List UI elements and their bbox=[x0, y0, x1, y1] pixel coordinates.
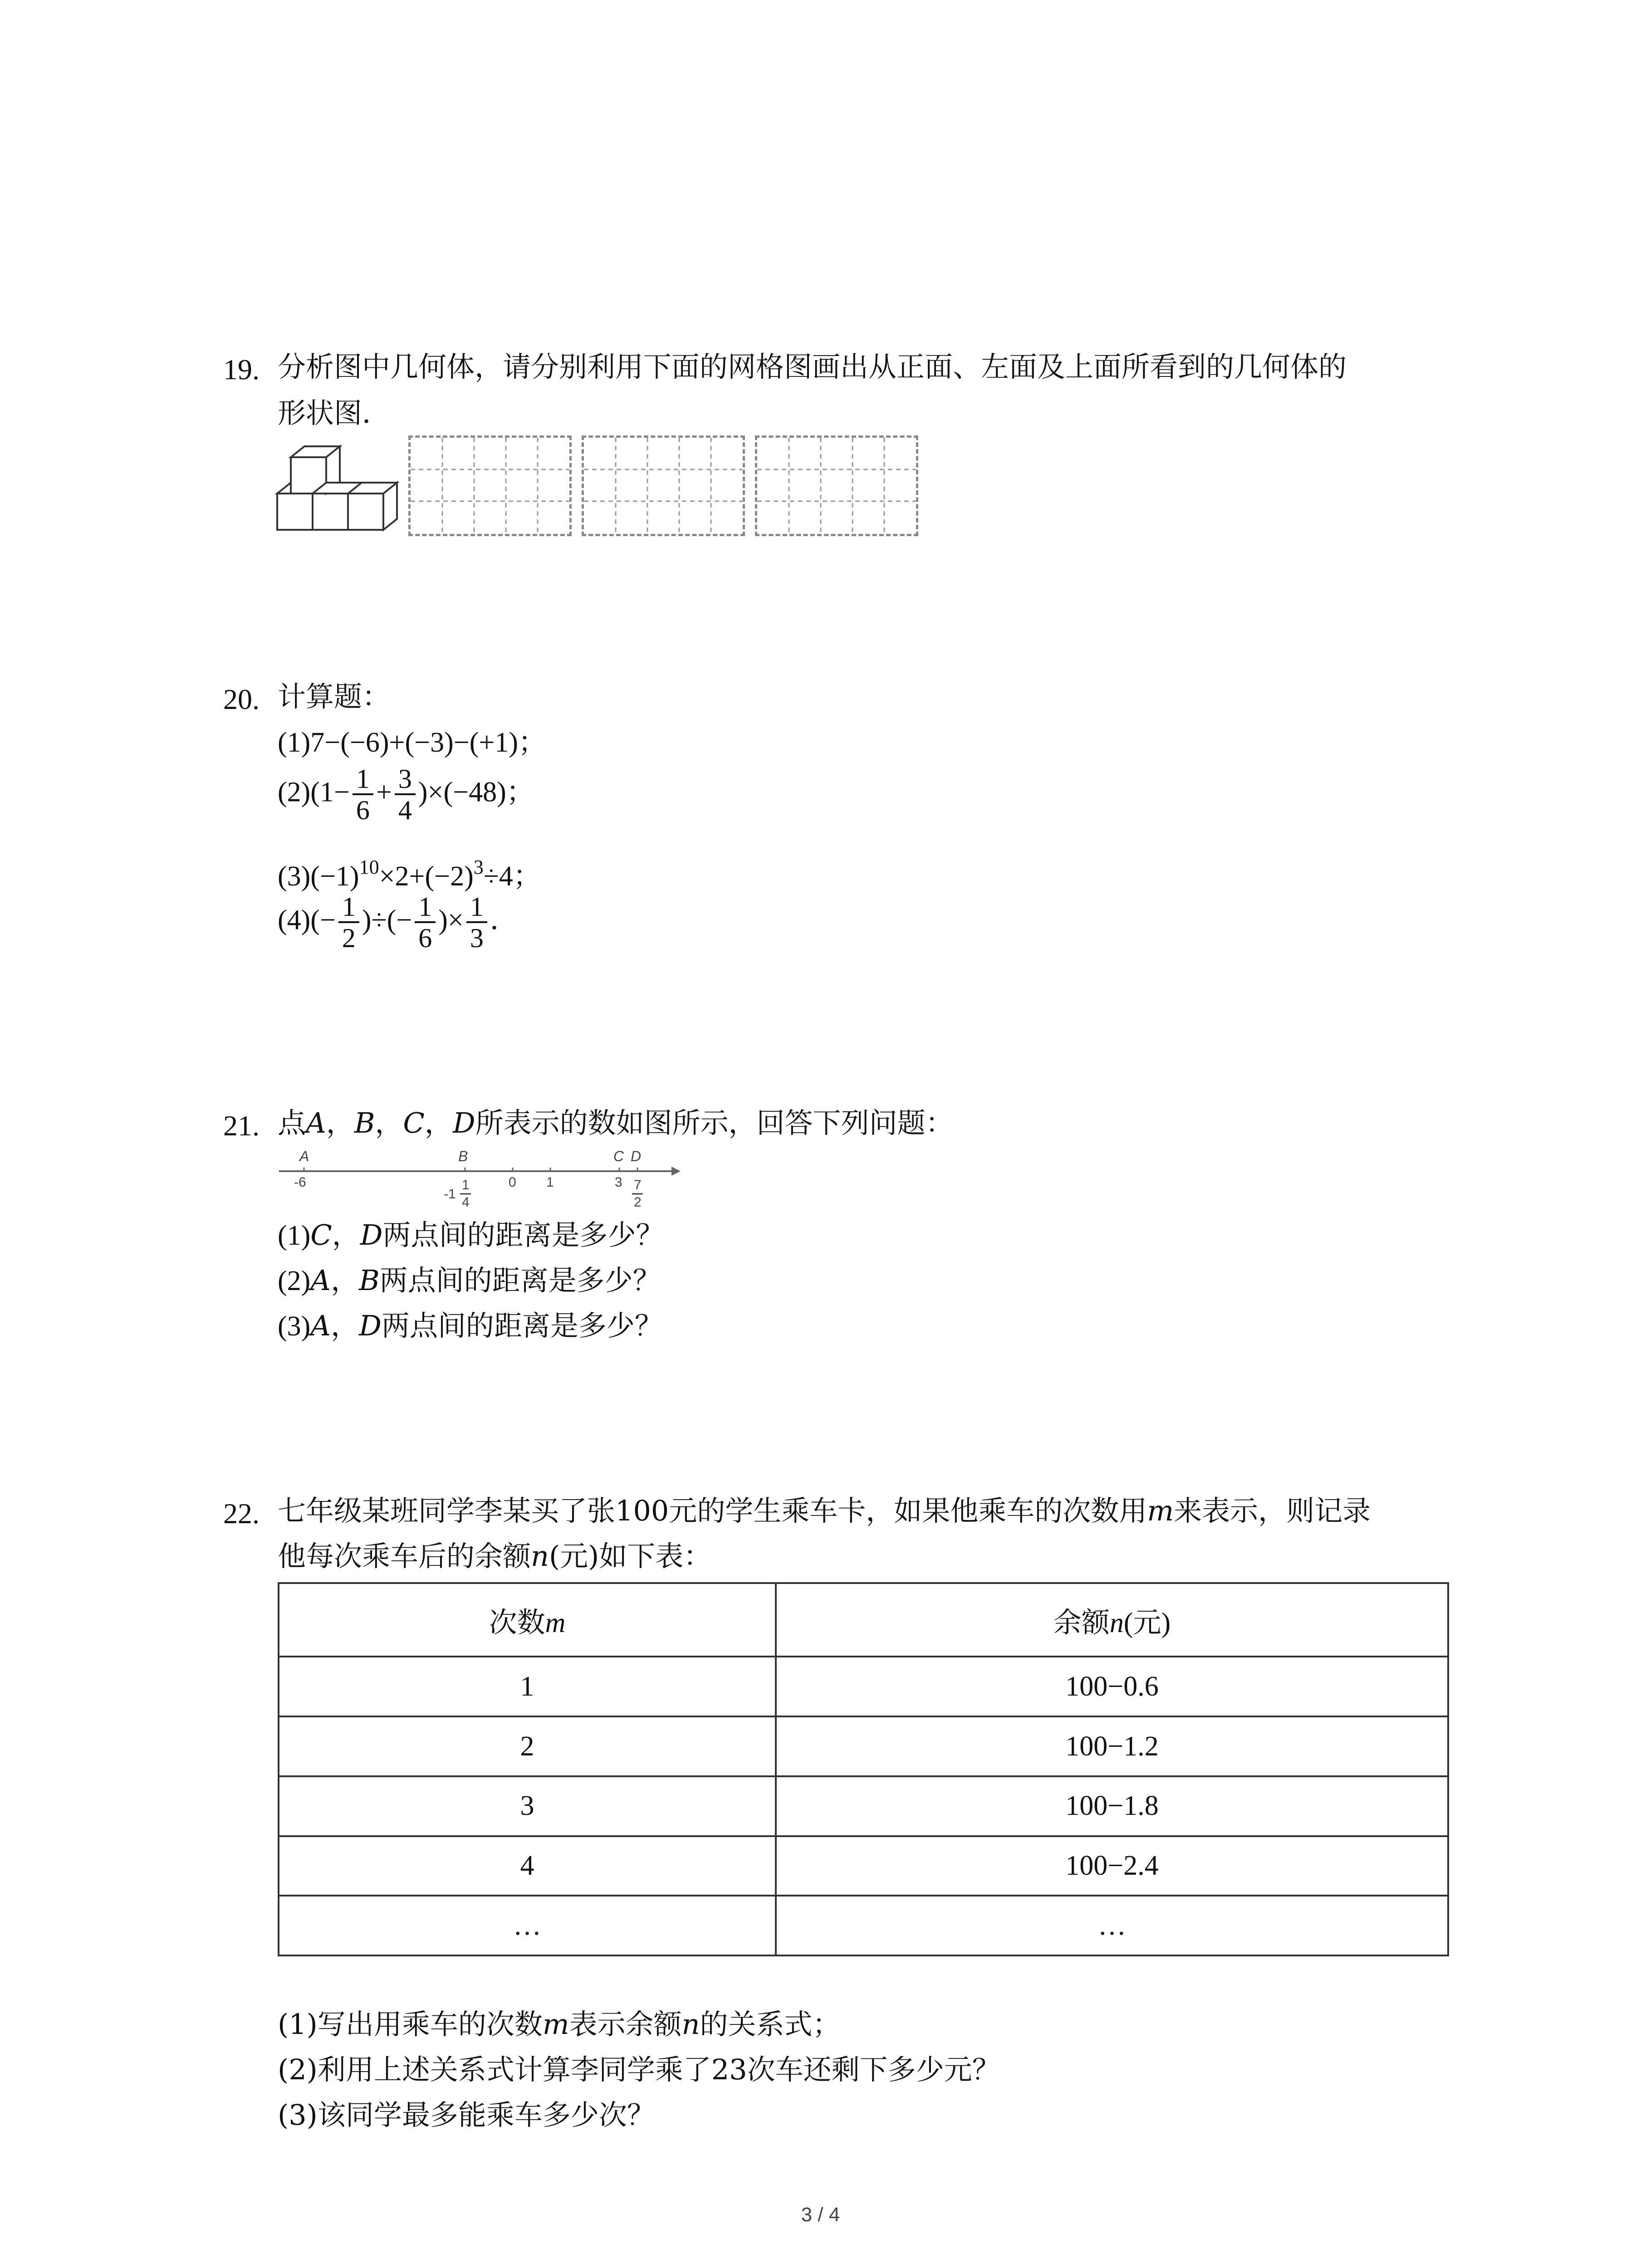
nl-tick-three: 3 bbox=[615, 1175, 622, 1190]
q20-part2: (2)(1− $\frac{1}{6}$ + $\frac{3}{4}$ )×(−48)； bbox=[278, 764, 534, 825]
cell-count: 1 bbox=[279, 1657, 776, 1716]
q20-p2-suffix: )×(−48)； bbox=[418, 777, 534, 808]
q20-part3: $(3)(-1)^{10}\times 2+(-2)^3\div 4$； bbox=[278, 856, 541, 892]
nl-label-b: B bbox=[458, 1148, 468, 1164]
q20-p2-prefix: (2)(1− bbox=[278, 777, 350, 808]
q22-sub1: (1)写出用乘车的次数m表示余额n的关系式； bbox=[278, 2008, 841, 2041]
nl-label-d: D bbox=[631, 1148, 642, 1164]
fraction-1-3: $\frac{1}{3}$ bbox=[466, 893, 487, 953]
fraction-3-4: $\frac{3}{4}$ bbox=[395, 765, 416, 825]
cell-count: … bbox=[279, 1896, 776, 1955]
cell-balance: 100−0.6 bbox=[776, 1657, 1448, 1716]
q21-sub2: (2)A，B两点间的距离是多少？ bbox=[278, 1264, 661, 1297]
q21-sub1: (1)C，D两点间的距离是多少？ bbox=[278, 1218, 664, 1251]
table-header-row bbox=[279, 1583, 1448, 1657]
cell-balance: 100−1.8 bbox=[776, 1776, 1448, 1836]
q20-number: 20. bbox=[223, 683, 260, 715]
nl-tick-zero: 0 bbox=[509, 1175, 516, 1190]
q22-sub2: (2)利用上述关系式计算李同学乘了23次车还剩下多少元？ bbox=[278, 2053, 1000, 2086]
nl-tick-minus1: -1 bbox=[444, 1187, 456, 1202]
q20-part4: (4)(− $\frac{1}{2}$ )÷(− $\frac{1}{6}$ )× $\frac{1}{3}$ ． bbox=[278, 892, 518, 953]
balance-table bbox=[278, 1582, 1449, 1956]
grid-left-view[interactable] bbox=[582, 435, 745, 536]
q21-sub3: (3)A，D两点间的距离是多少？ bbox=[278, 1309, 663, 1342]
q19-text-line2: 形状图． bbox=[278, 396, 391, 430]
exponent-3: 3 bbox=[473, 856, 484, 878]
table-row bbox=[279, 1657, 1448, 1716]
number-line bbox=[272, 1143, 690, 1225]
page-number: 3 / 4 bbox=[801, 2204, 840, 2226]
q19-number: 19. bbox=[223, 353, 260, 386]
nl-tick-one: 1 bbox=[546, 1175, 554, 1190]
grid-top-view[interactable] bbox=[755, 435, 918, 536]
nl-tick-minus6: -6 bbox=[294, 1175, 306, 1190]
fraction-1-6-b: $\frac{1}{6}$ bbox=[415, 893, 436, 953]
cell-balance: 100−1.2 bbox=[776, 1716, 1448, 1776]
table-row bbox=[279, 1716, 1448, 1776]
nl-label-a: A bbox=[299, 1148, 309, 1164]
header-balance: 余额n(元) bbox=[776, 1583, 1448, 1657]
exponent-10: 10 bbox=[359, 856, 379, 878]
grid-front-view[interactable] bbox=[408, 435, 572, 536]
q20-title: 计算题： bbox=[278, 680, 391, 713]
q22-line2: 他每次乘车后的余额n(元)如下表： bbox=[278, 1540, 712, 1573]
nl-label-c: C bbox=[613, 1148, 624, 1164]
nl-tick-quarter-num: 1 bbox=[462, 1178, 470, 1193]
cell-balance: … bbox=[776, 1896, 1448, 1955]
q21-number: 21. bbox=[223, 1110, 260, 1142]
cell-count: 3 bbox=[279, 1776, 776, 1836]
nl-tick-half-den: 2 bbox=[634, 1195, 642, 1210]
q20-part1: (1)7−(−6)+(−3)−(+1)； bbox=[278, 727, 546, 758]
table-row bbox=[279, 1836, 1448, 1896]
cell-balance: 100−2.4 bbox=[776, 1836, 1448, 1896]
header-count: 次数m bbox=[279, 1583, 776, 1657]
fraction-1-2: $\frac{1}{2}$ bbox=[338, 893, 359, 953]
q22-number: 22. bbox=[223, 1497, 260, 1530]
q22-sub3: (3)该同学最多能乘车多少次？ bbox=[278, 2098, 655, 2131]
q22-line1: 七年级某班同学李某买了张100元的学生乘车卡，如果他乘车的次数用m来表示，则记录 bbox=[278, 1494, 1371, 1527]
table-row bbox=[279, 1776, 1448, 1836]
nl-tick-half-num: 7 bbox=[634, 1178, 642, 1193]
cell-count: 4 bbox=[279, 1836, 776, 1896]
fraction-1-6: $\frac{1}{6}$ bbox=[353, 765, 373, 825]
nl-tick-quarter-den: 4 bbox=[462, 1195, 470, 1210]
q19-text-line1: 分析图中几何体，请分别利用下面的网格图画出从正面、左面及上面所看到的几何体的 bbox=[278, 350, 1347, 383]
cell-count: 2 bbox=[279, 1716, 776, 1776]
q21-intro: 点A，B，C，D所表示的数如图所示，回答下列问题： bbox=[278, 1106, 954, 1139]
table-row bbox=[279, 1896, 1448, 1955]
cube-figure bbox=[274, 439, 406, 540]
